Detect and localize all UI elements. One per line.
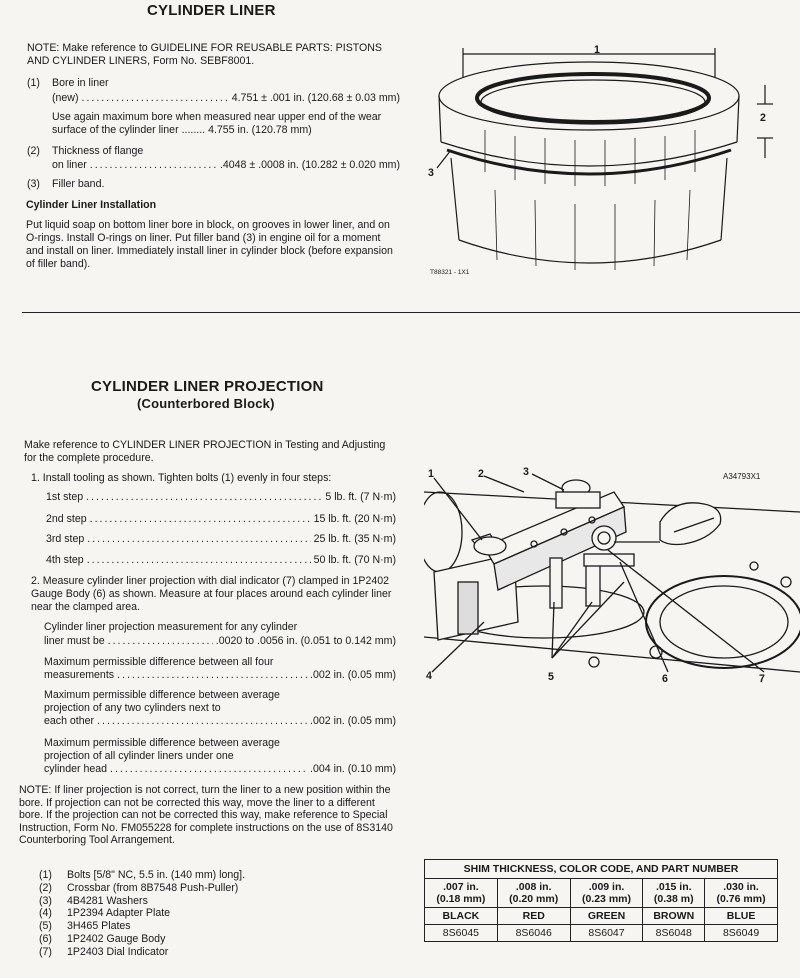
tool-label-2: 2 (478, 468, 484, 480)
leader-dots (110, 763, 307, 776)
item2-label: Thickness of flange (52, 145, 144, 157)
spec4-line-b: projection of all cylinder liners under one (44, 750, 234, 762)
torque-label: 1st step (46, 491, 84, 503)
step2-text: 2. Measure cylinder liner projection with dial indicator (7) clamped in 1P2402 Gauge Body (6) as shown. Measure at four places around each cylinder liner near the clamped area. (31, 575, 392, 613)
torque-value: 15 lb. ft. (20 N·m) (313, 513, 396, 525)
item1-extra (52, 111, 400, 137)
item1-sub: (new) (52, 92, 79, 104)
torque-row (46, 554, 396, 567)
shim-thickness-in: .008 in. (515, 881, 552, 893)
item2-value: .4048 ± .0008 in. (10.282 ± 0.020 mm) (219, 159, 400, 171)
item1-label: Bore in liner (52, 77, 109, 89)
legend-item (39, 907, 245, 920)
legend-num: (4) (39, 907, 52, 920)
item2-row (52, 159, 400, 172)
section2-title: CYLINDER LINER PROJECTION (91, 378, 324, 395)
spec2-value: .002 in. (0.05 mm) (310, 669, 396, 681)
item3-label: Filler band. (52, 178, 105, 190)
tool-label-3: 3 (523, 466, 529, 478)
torque-label: 3rd step (46, 533, 85, 545)
shim-thickness-mm: (0.18 mm) (436, 893, 486, 905)
tool-label-5: 5 (548, 671, 554, 683)
legend-text: 4B4281 Washers (67, 894, 148, 907)
torque-row (46, 533, 396, 546)
leader-dots (86, 491, 322, 504)
projection-tooling-figure (424, 462, 800, 692)
figure-code: T88321 - 1X1 (430, 269, 470, 276)
legend-item (39, 895, 245, 908)
shim-table-title: SHIM THICKNESS, COLOR CODE, AND PART NUMBER (425, 860, 778, 879)
shim-thickness-cell (497, 879, 570, 908)
shim-part-cell: 8S6045 (425, 925, 498, 942)
shim-table-title-row (425, 860, 778, 879)
shim-thickness-cell (425, 879, 498, 908)
shim-color-cell: BLACK (425, 908, 498, 925)
legend-num: (6) (39, 932, 52, 945)
legend-num: (5) (39, 920, 52, 933)
item1-value: 4.751 ± .001 in. (120.68 ± 0.03 mm) (231, 92, 400, 104)
leader-dots (87, 533, 310, 546)
torque-label: 2nd step (46, 513, 87, 525)
spec4-line-c: cylinder head (44, 763, 108, 775)
shim-color-cell: RED (497, 908, 570, 925)
leader-dots (90, 159, 217, 172)
legend-item (39, 946, 245, 959)
legend-item (39, 933, 245, 946)
leader-dots: ........ (181, 124, 209, 136)
spec3-row (44, 715, 396, 728)
spec3-line-a: Maximum permissible difference between average (44, 689, 280, 701)
torque-value: 5 lb. ft. (7 N·m) (325, 491, 396, 503)
item2-sub: on liner (52, 159, 87, 171)
item1-row (52, 92, 400, 105)
shim-part-cell: 8S6047 (570, 925, 643, 942)
shim-thickness-in: .030 in. (723, 881, 759, 893)
shim-thickness-in: .007 in. (443, 881, 479, 893)
item1-num: (1) (27, 77, 40, 89)
legend-text: 1P2394 Adapter Plate (67, 907, 171, 920)
legend-text: 1P2403 Dial Indicator (67, 945, 169, 958)
step1-text: 1. Install tooling as shown. Tighten bolts (1) evenly in four steps: (31, 472, 332, 484)
legend-num: (1) (39, 869, 52, 881)
spec1-line-b: liner must be (44, 635, 105, 647)
section1-title: CYLINDER LINER (147, 2, 276, 19)
spec3-value: .002 in. (0.05 mm) (310, 715, 396, 727)
item2-num: (2) (27, 145, 40, 157)
section2-subtitle: (Counterbored Block) (137, 396, 275, 411)
spec2-row (44, 669, 396, 682)
torque-value: 50 lb. ft. (70 N·m) (313, 554, 396, 566)
shim-thickness-mm: (0.23 mm) (581, 893, 631, 905)
section2-note: NOTE: If liner projection is not correct, turn the liner to a new position within the bore. If projection can not be corrected this way, move the liner to a different bore. If the projection can not be corrected this way, make reference to Special Instruction, Form No. FM055228 for complete instructions on the use of 8S3140 Counterboring Tool Arrangement. (19, 784, 393, 847)
shim-part-cell: 8S6048 (643, 925, 705, 942)
shim-part-row (425, 925, 778, 942)
shim-thickness-mm: (0.20 mm) (509, 893, 559, 905)
item3-num: (3) (27, 178, 40, 190)
torque-value: 25 lb. ft. (35 N·m) (313, 533, 396, 545)
leader-dots (97, 715, 307, 728)
leader-dots (90, 513, 311, 526)
figure-label-2: 2 (760, 112, 766, 124)
spec1-value: .0020 to .0056 in. (0.051 to 0.142 mm) (215, 635, 396, 647)
shim-color-cell: GREEN (570, 908, 643, 925)
shim-thickness-mm: (0.76 mm) (716, 893, 766, 905)
section-divider (22, 312, 800, 313)
spec3-line-b: projection of any two cylinders next to (44, 702, 221, 714)
legend-text: Bolts [5/8" NC, 5.5 in. (140 mm) long]. (67, 869, 246, 881)
shim-thickness-in: .009 in. (588, 881, 625, 893)
spec4-line-a: Maximum permissible difference between average (44, 737, 280, 749)
legend-num: (2) (39, 881, 52, 894)
shim-color-row (425, 908, 778, 925)
shim-table (424, 859, 778, 942)
section2-intro: Make reference to CYLINDER LINER PROJECTION in Testing and Adjusting for the complete procedure. (24, 439, 386, 464)
install-text: Put liquid soap on bottom liner bore in block, on grooves in lower liner, and on O-rings. Install O-rings on liner. Put filler band (3) in engine oil for a moment and install on liner. Immediately install liner in cylinder block (before expansion of filler band). (26, 219, 393, 270)
tool-label-6: 6 (662, 673, 668, 685)
tool-legend (39, 869, 245, 959)
shim-color-cell: BROWN (643, 908, 705, 925)
leader-dots (82, 92, 229, 105)
spec2-line-b: measurements (44, 669, 115, 681)
tool-label-1: 1 (428, 468, 434, 480)
legend-text: 3H465 Plates (67, 920, 131, 933)
spec4-row (44, 763, 396, 776)
legend-item (39, 882, 245, 895)
legend-item (39, 920, 245, 933)
leader-dots (108, 635, 213, 648)
spec4-value: .004 in. (0.10 mm) (310, 763, 396, 775)
spec1-line-a: Cylinder liner projection measurement for any cylinder (44, 621, 298, 633)
item1-extra-value: 4.755 in. (120.78 mm) (208, 124, 312, 136)
shim-color-cell: BLUE (705, 908, 778, 925)
shim-table-box (424, 859, 778, 942)
legend-num: (3) (39, 894, 52, 907)
shim-thickness-in: .015 in. (655, 881, 692, 893)
tool-label-7: 7 (759, 673, 765, 685)
legend-item (39, 869, 245, 882)
tool-label-4: 4 (426, 670, 432, 682)
cylinder-liner-figure (425, 40, 795, 290)
shim-thickness-cell (643, 879, 705, 908)
legend-text: 1P2402 Gauge Body (67, 932, 166, 945)
torque-row (46, 491, 396, 504)
spec1-row (44, 635, 396, 648)
figure-label-3: 3 (428, 167, 434, 179)
legend-text: Crossbar (from 8B7548 Push-Puller) (67, 881, 239, 894)
leader-dots (117, 669, 307, 682)
leader-dots (87, 554, 311, 567)
shim-thickness-cell (705, 879, 778, 908)
spec3-line-c: each other (44, 715, 95, 727)
spec2-line-a: Maximum permissible difference between all four (44, 656, 274, 668)
legend-num: (7) (39, 945, 52, 958)
torque-row (46, 513, 396, 526)
tool-figure-code: A34793X1 (723, 472, 761, 481)
shim-thickness-mm: (0.38 m) (653, 893, 694, 905)
torque-label: 4th step (46, 554, 84, 566)
section1-note: NOTE: Make reference to GUIDELINE FOR REUSABLE PARTS: PISTONS AND CYLINDER LINERS, Form No. SEBF8001. (27, 42, 382, 67)
shim-thickness-cell (570, 879, 643, 908)
figure-label-1: 1 (594, 44, 600, 56)
item1-extra-text: Use again maximum bore when measured near upper end of the wear surface of the cylinder liner (52, 111, 382, 136)
shim-thickness-row (425, 879, 778, 908)
install-heading: Cylinder Liner Installation (26, 199, 157, 211)
shim-part-cell: 8S6046 (497, 925, 570, 942)
shim-part-cell: 8S6049 (705, 925, 778, 942)
